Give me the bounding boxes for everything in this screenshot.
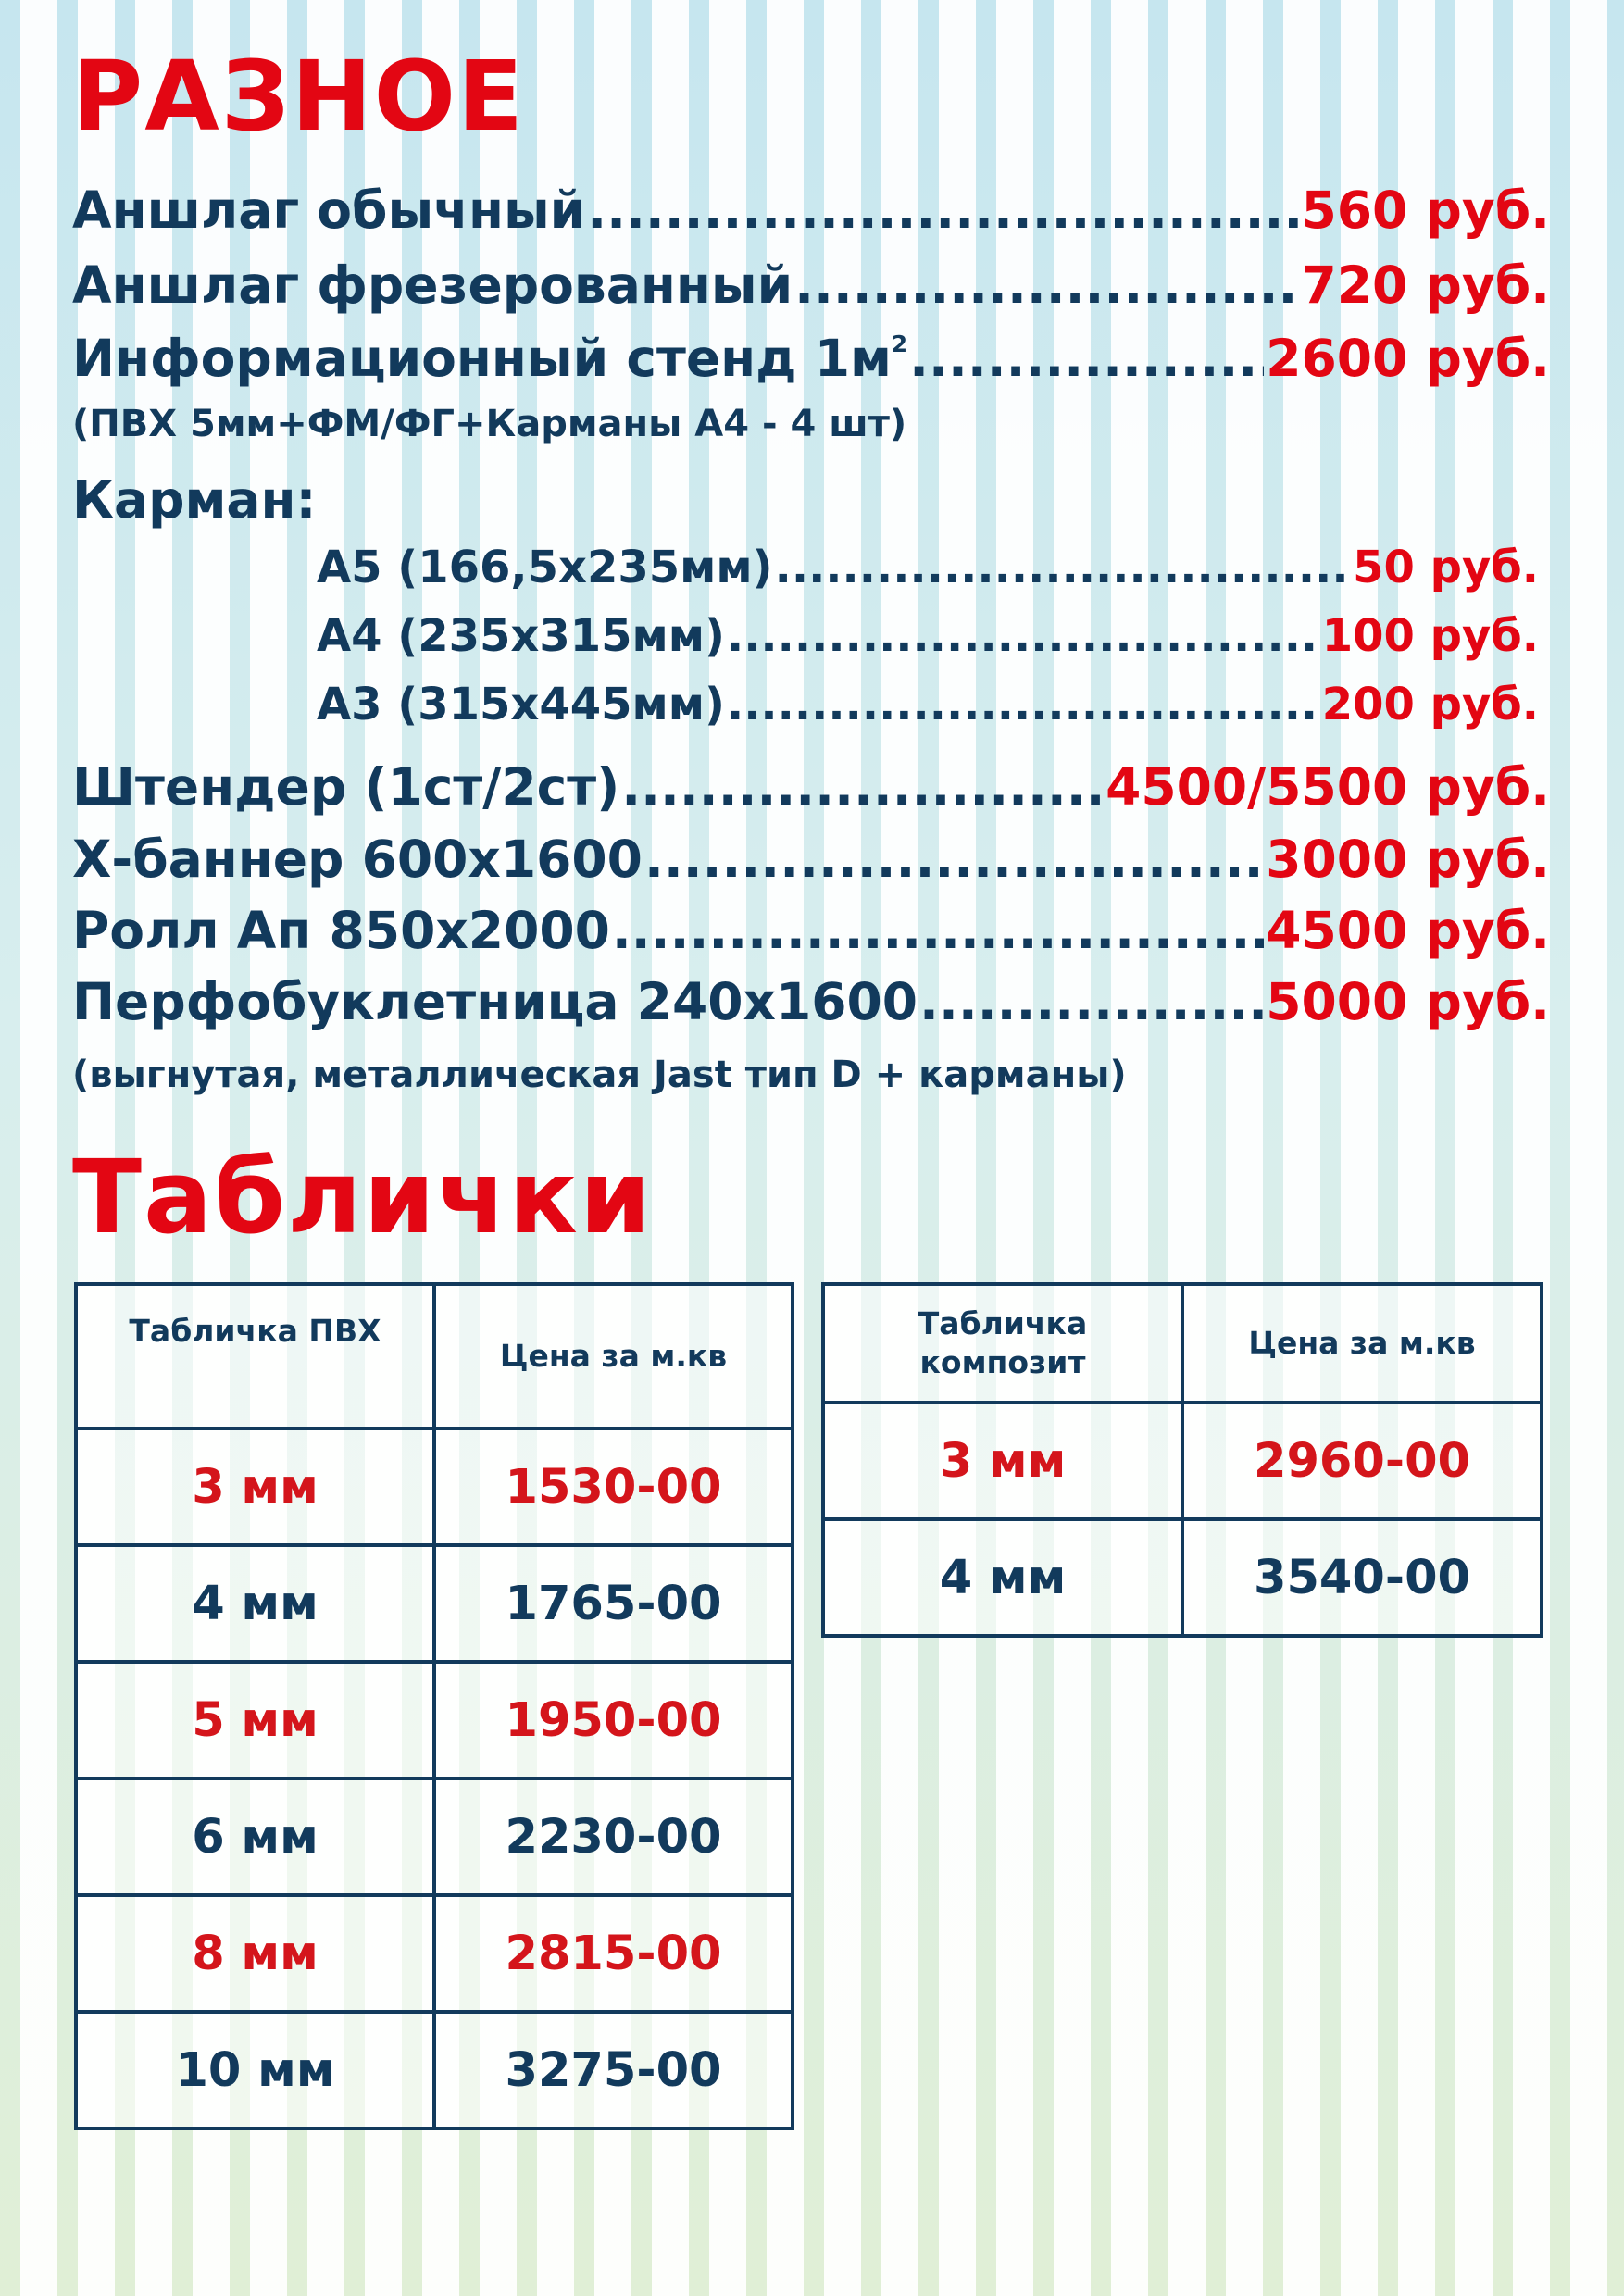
cell-size: 6 мм xyxy=(76,1778,434,1895)
table-header-row xyxy=(76,1284,793,1429)
dot-leader xyxy=(727,610,1320,662)
header-line-1: Табличка xyxy=(918,1305,1088,1341)
column-header-material xyxy=(823,1284,1182,1403)
price-row-anshlag-milled xyxy=(72,256,1550,315)
booklet-note: (выгнутая, металлическая Jast тип D + карманы) xyxy=(72,1054,1127,1096)
cell-size: 3 мм xyxy=(76,1429,434,1545)
dot-leader xyxy=(612,901,1264,960)
item-name: Х-баннер 600х1600 xyxy=(72,830,643,889)
table-header-row xyxy=(823,1284,1542,1403)
item-price: 5000 руб. xyxy=(1266,972,1550,1031)
price-row-booklet-holder xyxy=(72,972,1550,1031)
item-name: Аншлаг обычный xyxy=(72,181,586,240)
cell-size: 4 мм xyxy=(76,1545,434,1662)
item-price: 4500/5500 руб. xyxy=(1106,757,1550,817)
item-name: Штендер (1ст/2ст) xyxy=(72,757,620,817)
table-row xyxy=(76,1545,793,1662)
item-price: 50 руб. xyxy=(1353,542,1539,593)
dot-leader xyxy=(644,830,1264,889)
price-row-anshlag-regular xyxy=(72,181,1550,240)
table-row xyxy=(76,1662,793,1778)
table-row xyxy=(76,2012,793,2128)
table-row xyxy=(823,1403,1542,1519)
dot-leader xyxy=(727,679,1320,730)
cell-price: 3275-00 xyxy=(434,2012,793,2128)
column-header-price: Цена за м.кв xyxy=(1182,1284,1542,1403)
header-line-2: композит xyxy=(919,1344,1086,1380)
item-name-text: Информационный стенд 1м xyxy=(72,329,892,388)
table-row xyxy=(76,1778,793,1895)
cell-size: 3 мм xyxy=(823,1403,1182,1519)
price-row-info-stand xyxy=(72,329,1550,388)
header-text: Табличка ПВХ xyxy=(129,1313,381,1349)
item-name: Ролл Ап 850х2000 xyxy=(72,901,610,960)
cell-price: 2815-00 xyxy=(434,1895,793,2012)
column-header-price: Цена за м.кв xyxy=(434,1284,793,1429)
item-price: 3000 руб. xyxy=(1266,830,1550,889)
dot-leader xyxy=(909,329,1264,388)
table-row xyxy=(823,1519,1542,1636)
cell-size: 8 мм xyxy=(76,1895,434,2012)
dot-leader xyxy=(775,542,1352,593)
item-price: 2600 руб. xyxy=(1266,329,1550,388)
cell-price: 3540-00 xyxy=(1182,1519,1542,1636)
cell-size: 4 мм xyxy=(823,1519,1182,1636)
dot-leader xyxy=(919,972,1264,1031)
cell-price: 1950-00 xyxy=(434,1662,793,1778)
item-name xyxy=(72,329,907,388)
item-name: А4 (235х315мм) xyxy=(317,610,725,662)
dot-leader xyxy=(587,181,1299,240)
pvc-plate-price-table xyxy=(74,1282,794,2130)
item-price: 720 руб. xyxy=(1301,256,1550,315)
cell-price: 2960-00 xyxy=(1182,1403,1542,1519)
price-row-x-banner xyxy=(72,830,1550,889)
price-row-pocket-a5 xyxy=(317,542,1539,593)
price-row-pocket-a4 xyxy=(317,610,1539,662)
composite-plate-price-table xyxy=(821,1282,1543,1638)
table-row xyxy=(76,1429,793,1545)
pocket-label: Карман: xyxy=(72,470,317,530)
item-price: 4500 руб. xyxy=(1266,901,1550,960)
cell-size: 10 мм xyxy=(76,2012,434,2128)
table-row xyxy=(76,1895,793,2012)
cell-price: 1530-00 xyxy=(434,1429,793,1545)
dot-leader xyxy=(621,757,1104,817)
item-name: Перфобуклетница 240х1600 xyxy=(72,972,918,1031)
dot-leader xyxy=(794,256,1299,315)
cell-size: 5 мм xyxy=(76,1662,434,1778)
price-row-pocket-a3 xyxy=(317,679,1539,730)
section-title-plates: Таблички xyxy=(72,1138,653,1256)
item-price: 100 руб. xyxy=(1321,610,1539,662)
cell-price: 1765-00 xyxy=(434,1545,793,1662)
item-price: 200 руб. xyxy=(1321,679,1539,730)
item-name: А3 (315х445мм) xyxy=(317,679,725,730)
superscript: 2 xyxy=(891,331,908,357)
price-row-shtender xyxy=(72,757,1550,817)
item-price: 560 руб. xyxy=(1301,181,1550,240)
price-row-roll-up xyxy=(72,901,1550,960)
item-name: А5 (166,5х235мм) xyxy=(317,542,773,593)
column-header-material xyxy=(76,1284,434,1429)
cell-price: 2230-00 xyxy=(434,1778,793,1895)
item-name: Аншлаг фрезерованный xyxy=(72,256,793,315)
stand-note: (ПВХ 5мм+ФМ/ФГ+Карманы А4 - 4 шт) xyxy=(72,403,907,445)
section-title-misc: РАЗНОЕ xyxy=(72,40,526,153)
